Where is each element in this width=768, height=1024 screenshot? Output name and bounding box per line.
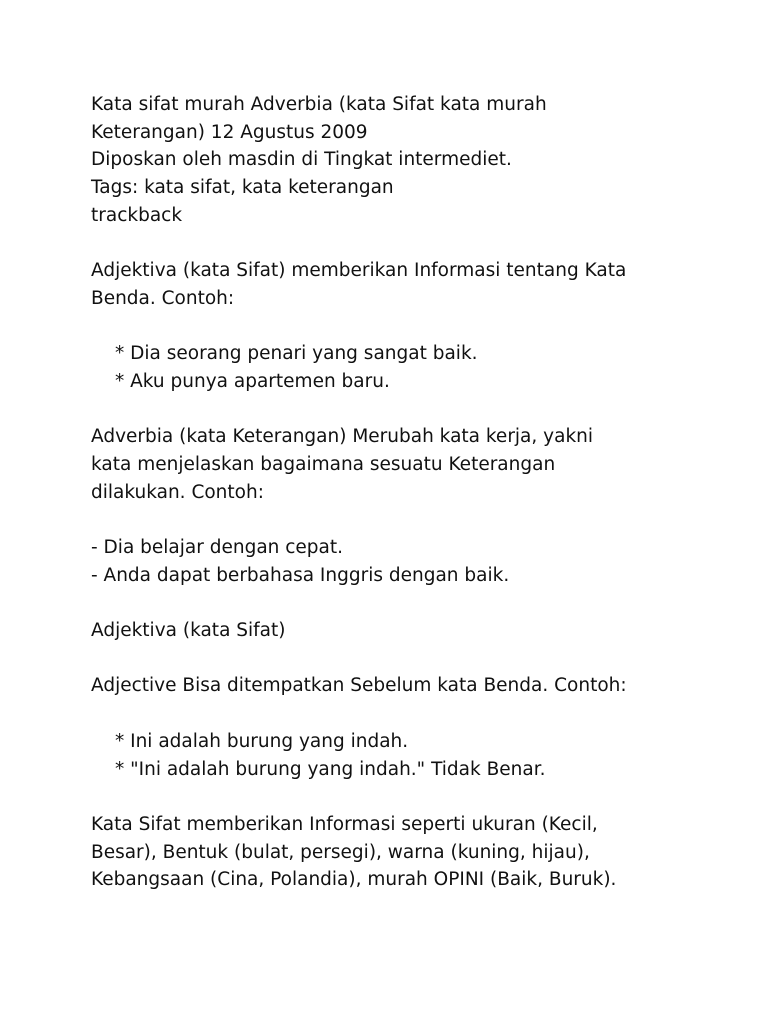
section3-bullet-item: * "Ini adalah burung yang indah." Tidak Benar. [115, 758, 546, 780]
spacer [91, 313, 731, 341]
section1-bullet-item: * Dia seorang penari yang sangat baik. [115, 343, 478, 365]
spacer [91, 645, 731, 673]
post-title-line-2: Keterangan) 12 Agustus 2009 [91, 121, 368, 143]
section2-intro-line-2: kata menjelaskan bagaimana sesuatu Keterangan [91, 453, 556, 475]
spacer [91, 396, 731, 424]
post-title-line-1: Kata sifat murah Adverbia (kata Sifat kata murah [91, 94, 547, 115]
section2-intro-line-1: Adverbia (kata Keterangan) Merubah kata kerja, yakni [91, 426, 594, 448]
spacer [91, 589, 731, 617]
spacer [91, 229, 731, 257]
section3-intro: Adjective Bisa ditempatkan Sebelum kata Benda. Contoh: [91, 675, 627, 697]
section1-bullet-item: * Aku punya apartemen baru. [115, 370, 390, 392]
spacer [91, 783, 731, 811]
section2-list-item: - Anda dapat berbahasa Inggris dengan baik. [91, 564, 510, 586]
section3-heading: Adjektiva (kata Sifat) [91, 620, 286, 642]
section1-intro-line-1: Adjektiva (kata Sifat) memberikan Informasi tentang Kata [91, 260, 627, 282]
document-page [91, 91, 731, 894]
section4-line-2: Besar), Bentuk (bulat, persegi), warna (kuning, hijau), [91, 841, 590, 863]
section2-list-item: - Dia belajar dengan cepat. [91, 537, 344, 558]
section4-line-1: Kata Sifat memberikan Informasi seperti ukuran (Kecil, [91, 813, 598, 835]
trackback-text: trackback [91, 204, 183, 226]
section3-bullet-item: * Ini adalah burung yang indah. [115, 730, 409, 752]
section1-intro-line-2: Benda. Contoh: [91, 287, 235, 309]
section2-intro-line-3: dilakukan. Contoh: [91, 481, 264, 503]
posted-by-line: Diposkan oleh masdin di Tingkat intermediet. [91, 149, 512, 171]
spacer [91, 506, 731, 534]
section4-line-3: Kebangsaan (Cina, Polandia), murah OPINI (Baik, Buruk). [91, 869, 617, 891]
tags-line: Tags: kata sifat, kata keterangan [91, 177, 394, 199]
spacer [91, 700, 731, 728]
